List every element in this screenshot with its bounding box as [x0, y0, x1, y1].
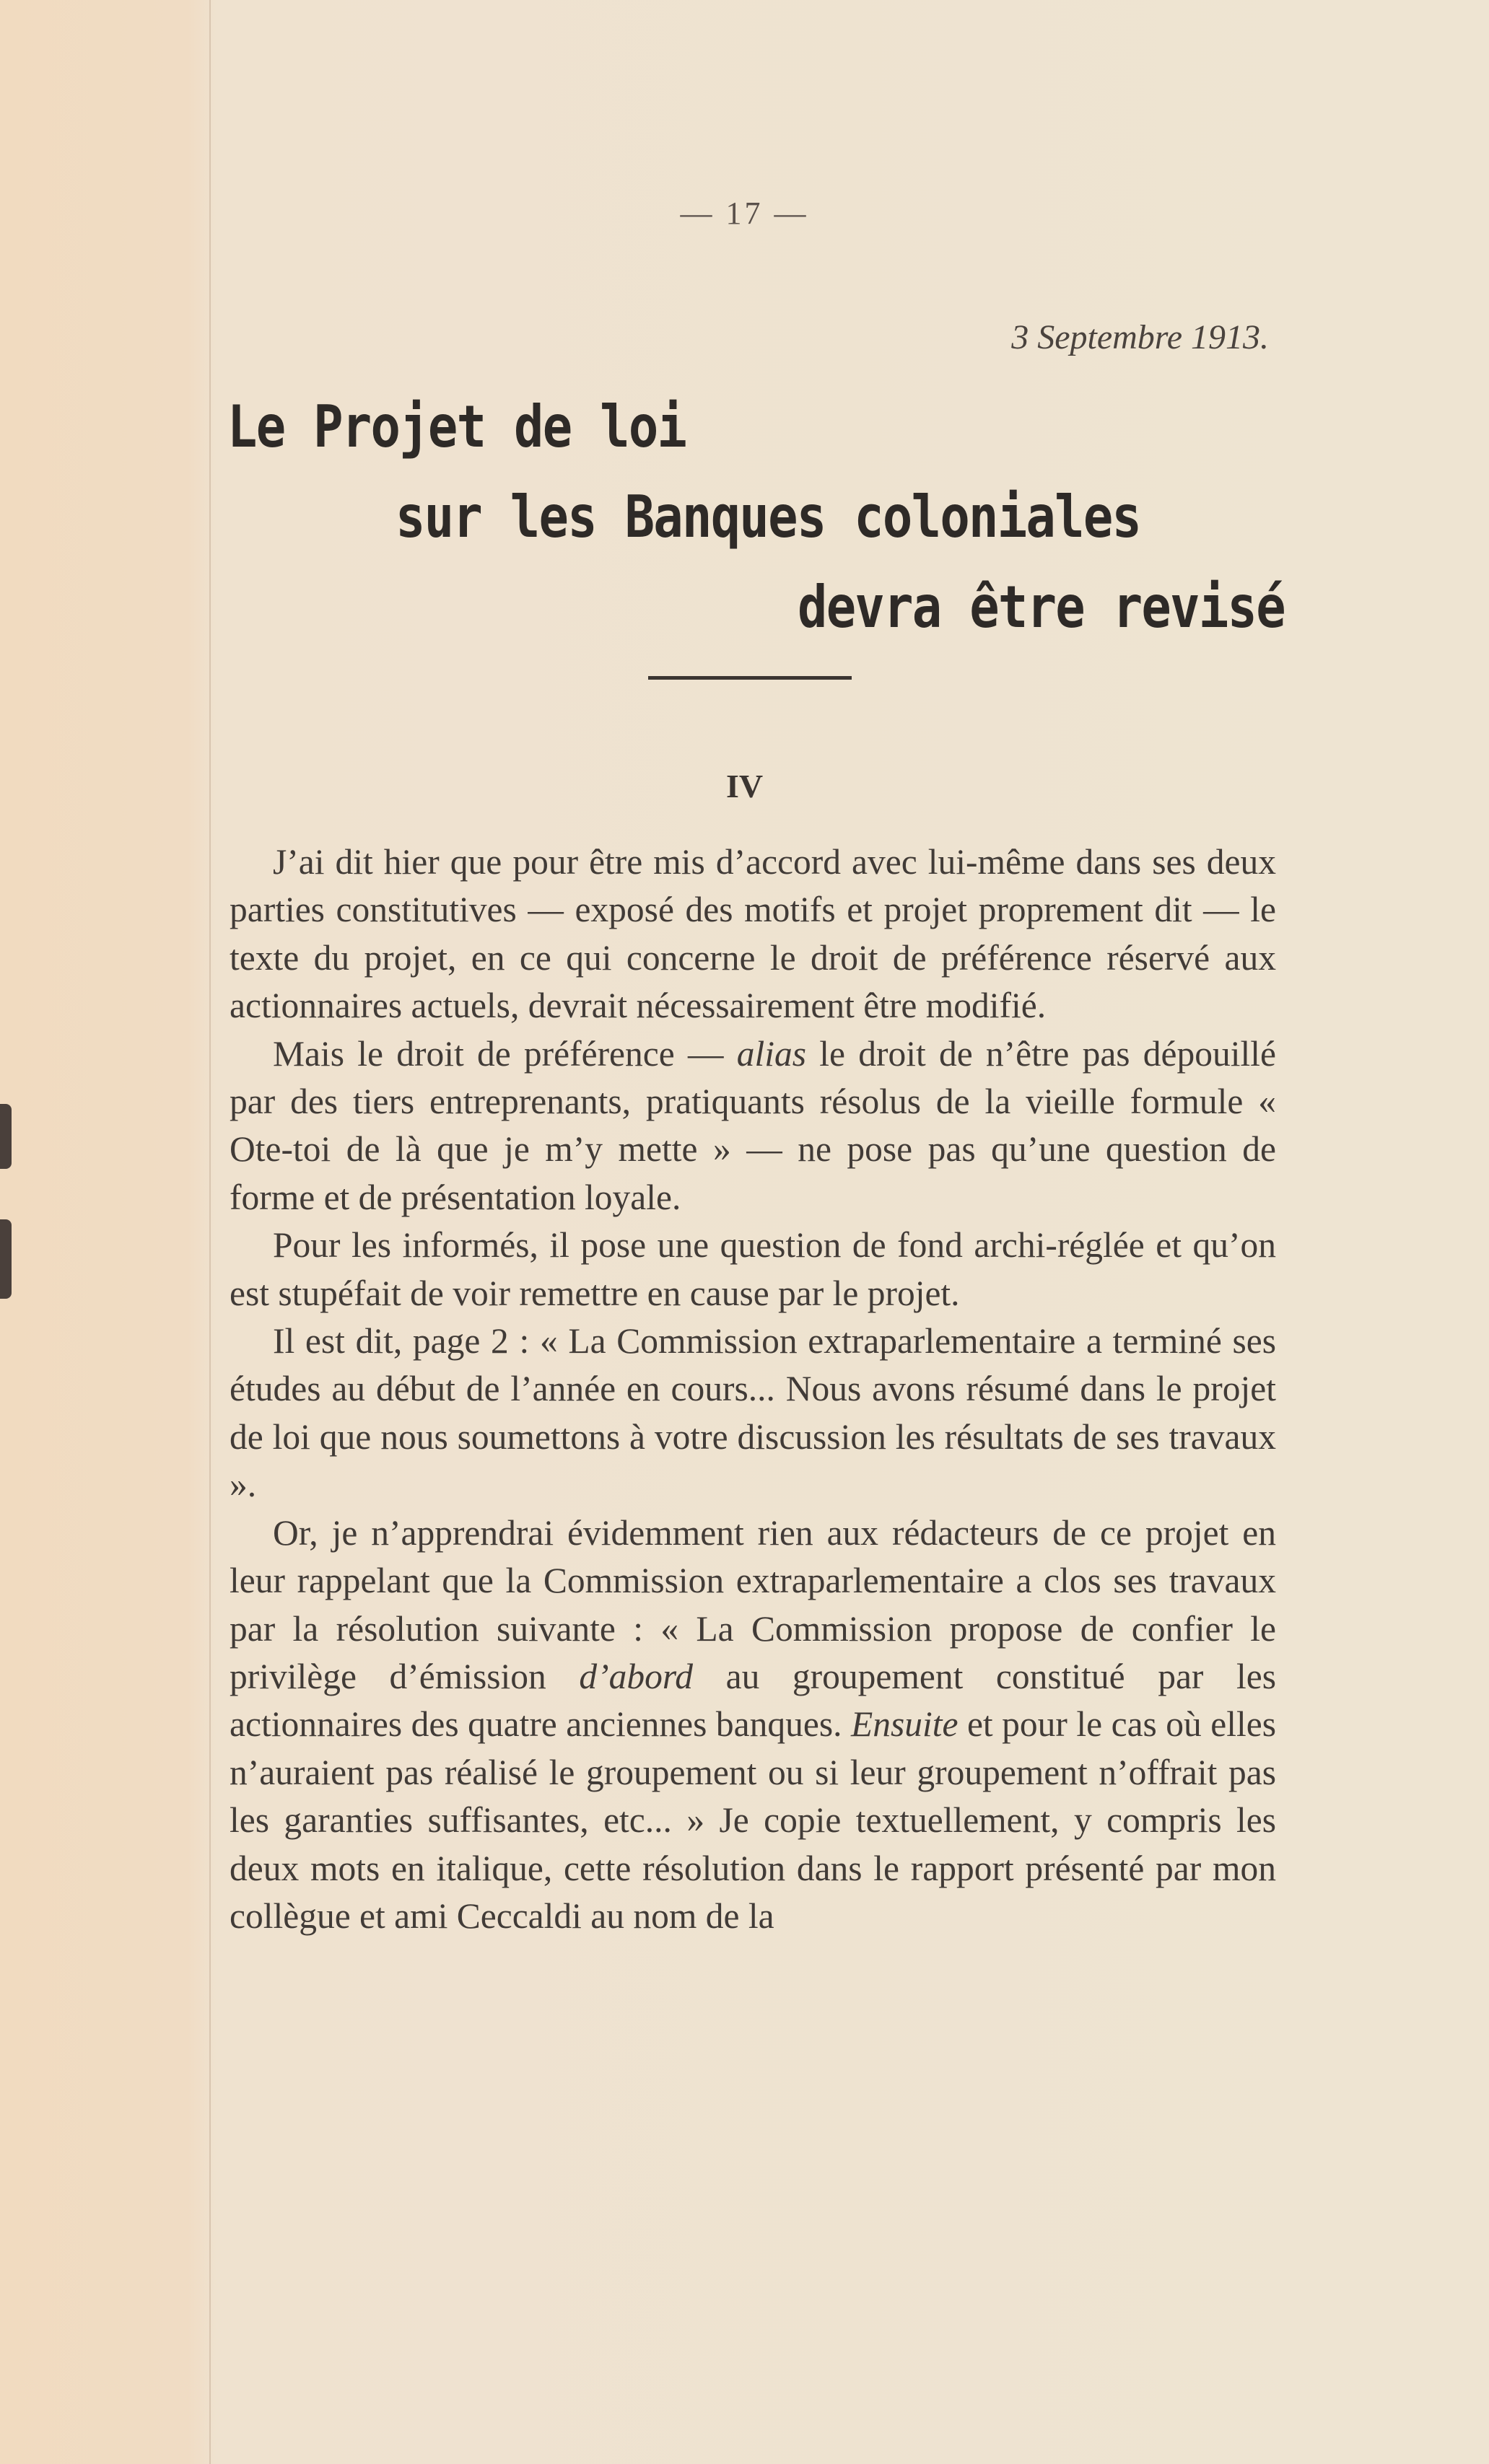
paragraph: J’ai dit hier que pour être mis d’accord avec lui-même dans ses deux parties constitutives — exposé des motifs et projet proprement dit — le texte du projet, en ce qui concerne le droit de préférence réservé aux actionnaires actuels, devrait nécessairement être modifié. [230, 842, 1276, 1026]
headline-line-3: devra être revisé [798, 574, 1285, 641]
headline-line-1: Le Projet de loi [227, 393, 686, 460]
paragraph: Il est dit, page 2 : « La Commission extraparlementaire a terminé ses études au début de l’année en cours... Nous avons résumé dans le projet de loi que nous soumettons à votre discussion les résultats de ses travaux ». [230, 1321, 1276, 1505]
paragraph: Or, je n’apprendrai évidemment rien aux rédacteurs de ce projet en leur rappelant que la Commission extraparlementaire a clos ses travaux par la résolution suivante : « La Commission propose de confier le privilège d’émission d’abord au groupement constitué par les actionnaires des quatre anciennes banques. Ensuite et pour le cas où elles n’auraient pas réalisé le groupement ou si leur groupement n’offrait pas les garanties suffisantes, etc... » Je copie textuellement, y compris les deux mots en italique, cette résolution dans le rapport présenté par mon collègue et ami Ceccaldi au nom de la [230, 1512, 1276, 1936]
article-body [230, 838, 1276, 1940]
paragraph: Mais le droit de préférence — alias le droit de n’être pas dépouillé par des tiers entreprenants, pratiquants résolus de la vieille formule « Ote-toi de là que je m’y mette » — ne pose pas qu’une question de forme et de présentation loyale. [230, 1033, 1276, 1217]
page-number: — 17 — [680, 196, 809, 231]
headline-line-2: sur les Banques coloniales [396, 483, 1141, 551]
article-date: 3 Septembre 1913. [1011, 318, 1269, 356]
headline-rule [648, 676, 852, 680]
binding-edge [209, 0, 211, 2464]
binding-mark [0, 1104, 12, 1169]
paragraph: Pour les informés, il pose une question de fond archi-réglée et qu’on est stupéfait de voir remettre en cause par le projet. [230, 1225, 1276, 1313]
binding-mark [0, 1219, 12, 1299]
section-number: IV [725, 768, 764, 804]
